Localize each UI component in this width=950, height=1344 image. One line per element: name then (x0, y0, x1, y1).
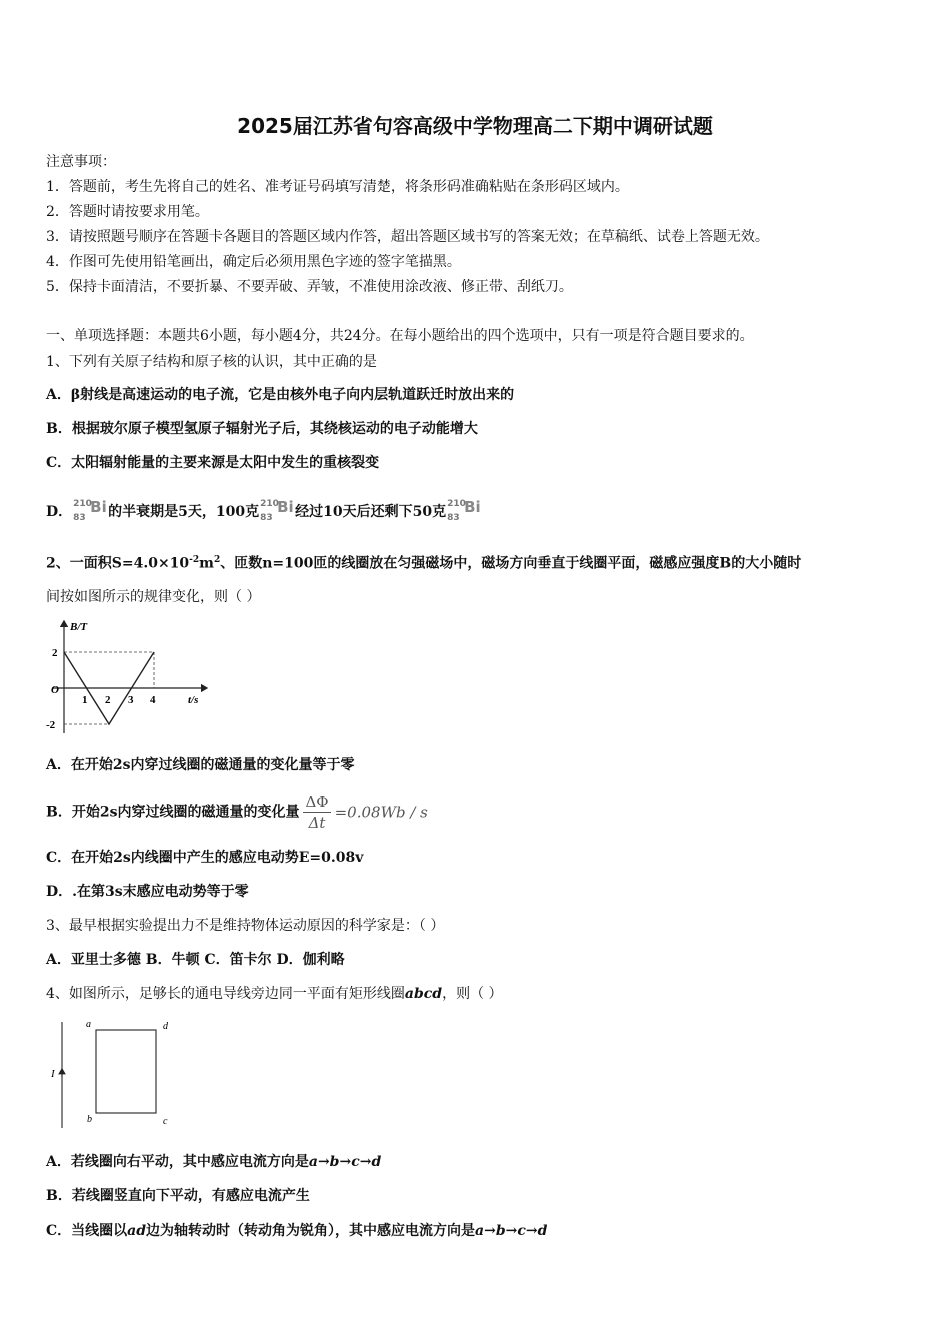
flux-rate-fraction: $\frac{\Delta\Phi}{\Delta t}$ (305, 793, 329, 832)
q2-option-b: B．开始2s内穿过线圈的磁通量的变化量 $\frac{\Delta\Phi}{\Delta t}$ =0.08Wb / s (46, 793, 428, 832)
note-item-1: 1．答题前，考生先将自己的姓名、准考证号码填写清楚，将条形码准确粘贴在条形码区域内。 (46, 179, 629, 195)
wire-coil-figure (46, 1014, 186, 1132)
x-tick-1: 1 (82, 694, 88, 706)
q2-option-a: A．在开始2s内穿过线圈的磁通量的变化量等于零 (46, 757, 355, 773)
q1-option-b: B．根据玻尔原子模型氢原子辐射光子后，其绕核运动的电子动能增大 (46, 421, 478, 437)
isotope-bi-3: 210 83 Bi (447, 498, 481, 523)
q3-stem: 3、最早根据实验提出力不是维持物体运动原因的科学家是：（ ） (46, 918, 445, 934)
coil-corner-c: c (163, 1116, 168, 1127)
q1-option-d: D． 210 83 Bi 的半衰期是5天，100克 210 83 Bi 经过10天后还剩下50克 210 83 Bi (46, 498, 481, 523)
y-axis-label: B/T (70, 621, 88, 633)
q4-option-a: A．若线圈向右平动，其中感应电流方向是a→b→c→d (46, 1154, 382, 1170)
q1-stem: 1、下列有关原子结构和原子核的认识，其中正确的是 (46, 354, 377, 370)
q4-option-b: B．若线圈竖直向下平动，有感应电流产生 (46, 1188, 310, 1204)
b-t-graph (44, 615, 214, 740)
exam-title: 2025届江苏省句容高级中学物理高二下期中调研试题 (237, 114, 713, 138)
x-tick-2: 2 (105, 694, 111, 706)
isotope-bi-1: 210 83 Bi (73, 498, 107, 523)
q2-option-c: C．在开始2s内线圈中产生的感应电动势E=0.08v (46, 850, 364, 866)
rectangular-coil (96, 1030, 156, 1113)
y-tick-2: 2 (52, 647, 58, 659)
current-label: I (51, 1068, 55, 1080)
note-item-2: 2．答题时请按要求用笔。 (46, 204, 209, 220)
q1-option-c: C．太阳辐射能量的主要来源是太阳中发生的重核裂变 (46, 455, 380, 471)
notes-heading: 注意事项： (46, 154, 116, 170)
q3-options: A．亚里士多德 B．牛顿 C．笛卡尔 D．伽利略 (46, 952, 345, 968)
q4-option-c: C．当线圈以ad边为轴转动时（转动角为锐角），其中感应电流方向是a→b→c→d (46, 1223, 548, 1239)
x-axis-label: t/s (188, 694, 199, 706)
section-heading: 一、单项选择题：本题共6小题，每小题4分，共24分。在每小题给出的四个选项中，只有一项是符合题目要求的。 (46, 328, 754, 344)
q1-option-a: A．β射线是高速运动的电子流，它是由核外电子向内层轨道跃迁时放出来的 (46, 387, 515, 403)
isotope-bi-2: 210 83 Bi (260, 498, 294, 523)
y-tick-neg2: -2 (46, 719, 56, 731)
q2-stem-line1: 2、一面积$S=4.0\times 10^{-2}m^2$、匝数n=100匝的线圈放在匀强磁场中，磁场方向垂直于线圈平面，磁感应强度B的大小随时 (46, 555, 802, 572)
x-tick-3: 3 (128, 694, 134, 706)
note-item-3: 3．请按照题号顺序在答题卡各题目的答题区域内作答，超出答题区域书写的答案无效；在草稿纸、试卷上答题无效。 (46, 229, 769, 245)
coil-corner-d: d (163, 1021, 168, 1032)
note-item-5: 5．保持卡面清洁，不要折暴、不要弄破、弄皱，不准使用涂改液、修正带、刮纸刀。 (46, 279, 573, 295)
coil-corner-b: b (87, 1114, 92, 1125)
q2-stem-line2: 间按如图所示的规律变化，则（ ） (46, 589, 261, 605)
coil-corner-a: a (86, 1019, 91, 1030)
q2-option-d: D．.在第3s末感应电动势等于零 (46, 884, 249, 900)
note-item-4: 4．作图可先使用铅笔画出，确定后必须用黑色字迹的签字笔描黑。 (46, 254, 461, 270)
q4-stem: 4、如图所示，足够长的通电导线旁边同一平面有矩形线圈abcd，则（ ） (46, 986, 503, 1002)
origin-label: O (51, 684, 59, 696)
x-tick-4: 4 (150, 694, 156, 706)
